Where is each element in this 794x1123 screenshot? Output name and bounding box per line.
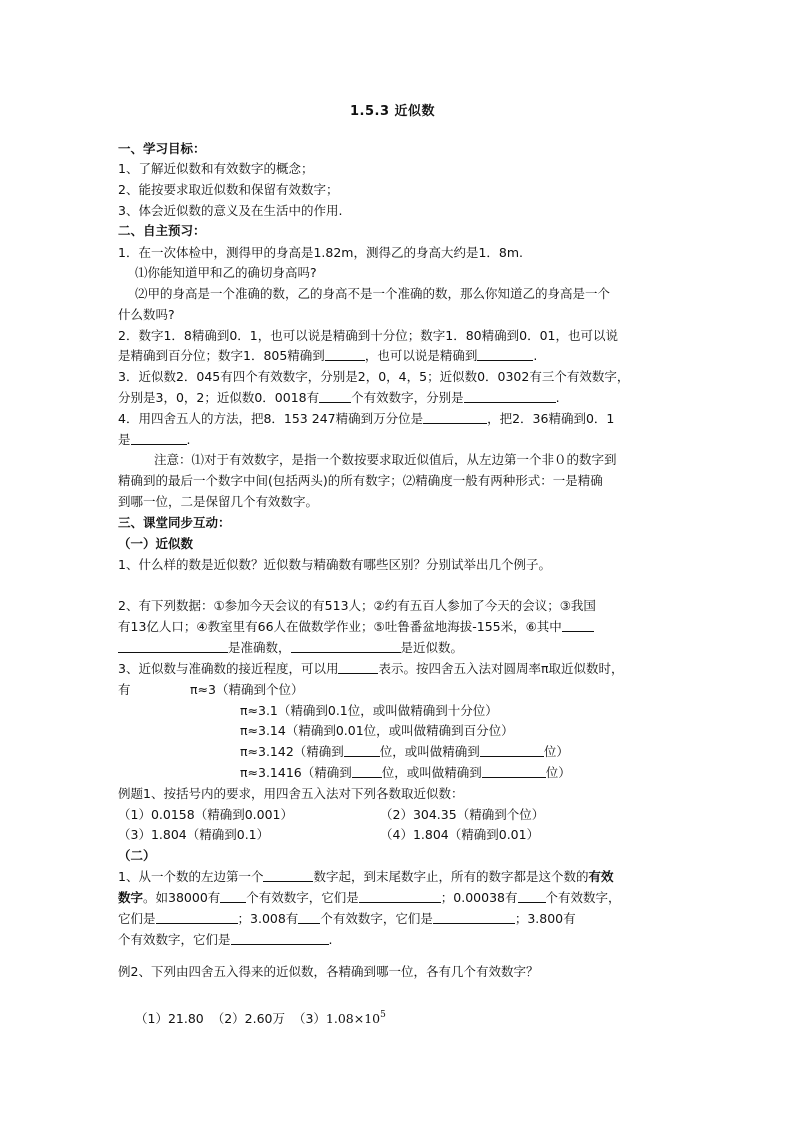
- text: π≈3.142（精确到: [240, 744, 344, 759]
- exponent: 5: [380, 1010, 386, 1020]
- text: ；3.800有: [514, 911, 576, 926]
- note: 注意：⑴对于有效数字，是指一个数按要求取近似值后，从左边第一个非０的数字到: [154, 452, 617, 467]
- subsection-heading: （二）: [118, 848, 156, 863]
- answer-blank[interactable]: [325, 348, 365, 361]
- example-1-item: （3）1.804（精确到0.1）: [118, 827, 270, 842]
- answer-blank[interactable]: [562, 619, 594, 632]
- example-2-item: （1）21.80: [135, 1011, 204, 1026]
- goal-item: 1、了解近似数和有效数字的概念；: [118, 161, 314, 176]
- text: 个有效数字，它们是: [246, 890, 359, 905]
- pi-approx-5: [240, 764, 571, 782]
- text: 是: [118, 432, 131, 447]
- bold-term: 有效: [588, 869, 614, 884]
- pi-approx-2: π≈3.1（精确到0.1位，或叫做精确到十分位）: [240, 703, 498, 718]
- answer-blank[interactable]: [298, 911, 320, 924]
- definition-cont: [118, 910, 576, 928]
- text: 个有效数字，它们是: [320, 911, 433, 926]
- text: 4．用四舍五人的方法，把8．153 247精确到万分位是: [118, 411, 424, 426]
- answer-blank[interactable]: [344, 744, 380, 757]
- text: 有13亿人口；④教室里有66人在做数学作业；⑤吐鲁番盆地海拔-155米，⑥其中: [118, 619, 562, 634]
- paragraph-cont: [118, 618, 594, 636]
- question-4-cont: [118, 431, 191, 449]
- answer-blank[interactable]: [231, 932, 329, 945]
- question-4: [118, 410, 614, 428]
- example-2-item: （2）2.60万: [211, 1011, 285, 1026]
- question-2-cont: [118, 347, 537, 365]
- goal-item: 2、能按要求取近似数和保留有效数字；: [118, 182, 339, 197]
- answer-blank[interactable]: [319, 390, 351, 403]
- text: 个有效数字，它们是: [118, 932, 231, 947]
- text: ，把2．36精确到0．1: [487, 411, 615, 426]
- text: 是精确到百分位；数字1．805精确到: [118, 348, 325, 363]
- answer-blank[interactable]: [118, 640, 228, 653]
- scientific-notation: 1.08×10: [325, 1011, 381, 1026]
- example-1-item: （1）0.0158（精确到0.001）: [118, 807, 293, 822]
- question-3-cont: [118, 389, 560, 407]
- text: 3、近似数与准确数的接近程度，可以用: [118, 661, 339, 676]
- text: 位）: [545, 765, 571, 780]
- example-1: 例题1、按括号内的要求，用四舍五入法对下列各数取近似数：: [118, 786, 464, 801]
- text: .: [555, 390, 560, 405]
- example-1-item: （4）1.804（精确到0.01）: [380, 827, 540, 842]
- text: 数字起，到末尾数字止，所有的数字都是这个数的: [313, 869, 589, 884]
- question-3: 3．近似数2．045有四个有效数字，分别是2，0，4，5；近似数0．0302有三个有效数字，: [118, 369, 630, 384]
- answer-blank[interactable]: [338, 661, 378, 674]
- bold-term: 数字: [118, 890, 144, 905]
- text: 个有效数字，: [545, 890, 621, 905]
- answer-blank[interactable]: [477, 348, 533, 361]
- text: 位）: [543, 744, 569, 759]
- note-cont: 精确到的最后一个数字中间(包括两头)的所有数字；⑵精确度一般有两种形式：一是精确: [118, 473, 603, 488]
- paragraph: [118, 660, 624, 678]
- note-cont: 到哪一位，二是保留几个有效数字。: [118, 494, 319, 509]
- answer-blank[interactable]: [423, 411, 487, 424]
- question-1a: ⑴你能知道甲和乙的确切身高吗?: [135, 265, 317, 280]
- answer-blank[interactable]: [433, 911, 515, 924]
- example-2: 例2、下列由四舍五入得来的近似数，各精确到哪一位，各有几个有效数字？: [118, 964, 539, 979]
- question-1: 1．在一次体检中，测得甲的身高是1.82m，测得乙的身高大约是1．8m.: [118, 245, 524, 260]
- answer-blank[interactable]: [263, 869, 313, 882]
- answer-blank[interactable]: [291, 640, 401, 653]
- answer-blank[interactable]: [359, 890, 441, 903]
- section-heading-goals: 一、学习目标：: [118, 141, 206, 156]
- section-heading-interaction: 三、课堂同步互动：: [118, 515, 231, 530]
- text: 分别是3，0，2；近似数0．0018有: [118, 390, 320, 405]
- answer-blank[interactable]: [352, 765, 382, 778]
- text: π≈3.1416（精确到: [240, 765, 352, 780]
- text: 位，或叫做精确到: [381, 765, 482, 780]
- pi-approx-3: π≈3.14（精确到0.01位，或叫做精确到百分位）: [240, 723, 514, 738]
- text: 它们是: [118, 911, 156, 926]
- text: 表示。按四舍五入法对圆周率π取近似数时，: [378, 661, 624, 676]
- section-heading-preview: 二、自主预习：: [118, 223, 206, 238]
- paragraph-cont: [118, 639, 463, 657]
- pi-approx-1: π≈3（精确到个位）: [190, 682, 304, 697]
- example-1-item: （2）304.35（精确到个位）: [380, 807, 545, 822]
- goal-item: 3、体会近似数的意义及在生活中的作用.: [118, 203, 343, 218]
- paragraph: 1、什么样的数是近似数？近似数与精确数有哪些区别？分别试举出几个例子。: [118, 557, 551, 572]
- text: .: [328, 932, 333, 947]
- paragraph: 2、有下列数据：①参加今天会议的有513人；②约有五百人参加了今天的会议；③我国: [118, 598, 596, 613]
- text: ；3.008有: [237, 911, 299, 926]
- text: ，也可以说是精确到: [364, 348, 478, 363]
- answer-blank[interactable]: [482, 765, 546, 778]
- answer-blank[interactable]: [156, 911, 238, 924]
- answer-blank[interactable]: [480, 744, 544, 757]
- answer-blank[interactable]: [464, 390, 556, 403]
- example-2-items: [135, 1006, 386, 1028]
- text: 是近似数。: [400, 640, 464, 655]
- question-1b: ⑵甲的身高是一个准确的数，乙的身高不是一个准确的数，那么你知道乙的身高是一个: [135, 286, 611, 301]
- answer-blank[interactable]: [518, 890, 546, 903]
- definition: [118, 868, 614, 886]
- text: ；0.00038有: [440, 890, 518, 905]
- question-1b-cont: 什么数吗?: [118, 307, 175, 322]
- text: 是准确数，: [228, 640, 291, 655]
- definition-cont: [118, 931, 333, 949]
- text: .: [533, 348, 538, 363]
- answer-blank[interactable]: [131, 432, 187, 445]
- text: .: [186, 432, 191, 447]
- page-title: 1.5.3 近似数: [350, 104, 436, 119]
- question-2: 2．数字1．8精确到0．1，也可以说是精确到十分位；数字1．80精确到0．01，也可以说: [118, 328, 618, 343]
- answer-blank[interactable]: [220, 890, 246, 903]
- text: 个有效数字，分别是: [351, 390, 464, 405]
- text: 1、从一个数的左边第一个: [118, 869, 264, 884]
- text: 位，或叫做精确到: [379, 744, 480, 759]
- paragraph-cont: 有: [118, 682, 131, 697]
- text: 。如38000有: [143, 890, 221, 905]
- pi-approx-4: [240, 743, 569, 761]
- subsection-heading: （一）近似数: [118, 536, 194, 551]
- definition-cont: [118, 889, 621, 907]
- example-2-item: （3）: [292, 1011, 326, 1026]
